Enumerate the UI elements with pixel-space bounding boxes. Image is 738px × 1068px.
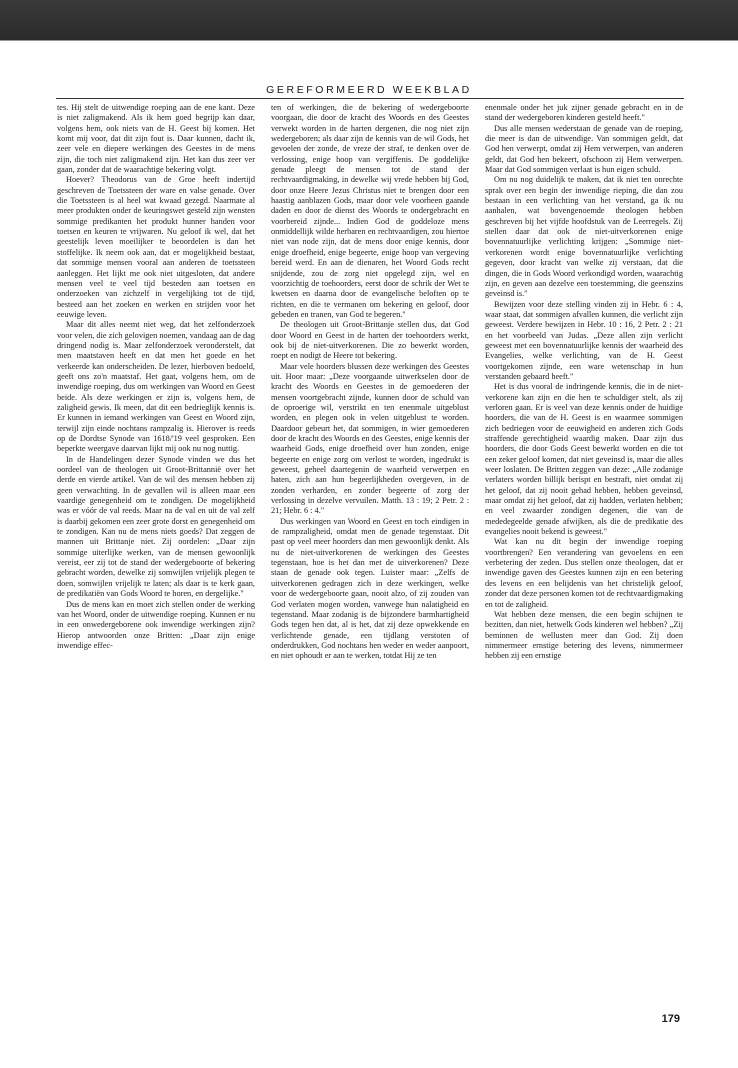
column-left [57,103,255,651]
paragraph: Wat kan nu dit begin der inwendige roeping voortbrengen? Een verandering van gevoelens en een verbetering der zeden. Dus stellen onze theologen, dat er inwendige gaven des Geestes kunnen zijn en een betering des levens en een belijdenis van het christelijk geloof, zonder dat deze personen komen tot de rechtvaardigmaking en tot de zaligheid. [485,537,683,609]
paragraph: enenmale onder het juk zijner genade gebracht en in de stand der wedergeboren kinderen gesteld heeft." [485,103,683,123]
paragraph: Dus werkingen van Woord en Geest en toch eindigen in de rampzaligheid, omdat men de genade tegenstaat. Dit past op veel meer hoorders dan men gewoonlijk denkt. Als nu de niet-uitverkorenen de werkingen des Geestes tegenstaan, hoe is het dan met de uitverkorenen? Deze staan de genade ook tegen. Luister maar: „Zelfs de uitverkorenen gedragen zich in deze werkingen, welke voor de wedergeboorte gaan, nooit alzo, of zij zouden van God verlaten mogen worden, vanwege hun nalatigheid en tegenstand. Maar zodanig is de bijzondere barmhartigheid Gods tegen hen dat, al is het, dat zij deze opwekkende en verlichtende genade, een tijdlang verstoten of onderdrukken, God nochtans hen weder en weder aanpoort, en niet ophoudt er aan te werken, totdat Hij ze ten [271,516,469,661]
paragraph: tes. Hij stelt de uitwendige roeping aan de ene kant. Deze is niet zaligmakend. Als ik hem goed begrijp kan daar, volgens hem, ook niets van de H. Geest bij komen. Het komt mij voor, dat dit zijn fout is. Daar kunnen, dacht ik, zeer vele en diepere werkingen des Geestes in de mens zijn, die toch niet zaligmakend zijn. Het kan dus zeer ver gaan, zonder dat de waarachtige bekering volgt. [57,103,255,175]
column-right [485,103,683,662]
scan-border [0,0,738,60]
paragraph: Wat hebben deze mensen, die een begin schijnen te bezitten, dan niet, hetwelk Gods kinderen wel hebben? „Zij beminnen de wellusten meer dan God. Zij doen nimmermeer ernstige betering des levens, nimmermeer hebben zij een ernstige [485,609,683,661]
paragraph: Bewijzen voor deze stelling vinden zij in Hebr. 6 : 4, waar staat, dat sommigen afvallen kunnen, die verlicht zijn geweest. Verdere bewijzen in Hebr. 10 : 16, 2 Petr. 2 : 21 en het voorbeeld van Judas. „Deze allen zijn verlicht geweest met een bovennatuurlijke kennis der waarheid des Evangelies, welke verlichting, van de H. Geest voortgekomen zijnde, een ware wetenschap in hun verstanden gebaard heeft." [485,299,683,381]
paragraph: Maar vele hoorders blussen deze werkingen des Geestes uit. Hoor maar: „Deze voorgaande uitwerkselen door de kracht des Woords en Geestes in de gemoederen der mensen voortgebracht zijnde, kunnen door de schuld van de oproerige wil, verstrikt en ten enenmale uitgeblust worden, en plegen ook in velen uitgeblust te worden. Daardoor gebeurt het, dat sommigen, in wier gemoederen door de kracht des Woords en des Geestes, enige kennis der waarheid Gods, enige droefheid over hun zonden, enige begeerte en enige zorg om verlost te worden, ingedrukt is geweest, geheel daartegenin de waarheid verwerpen en haten, zich aan hun begeerlijkheden overgeven, in de zonden verharden, en zonder begeerte of zorg der verlossing in dezelve vervuilen. Matth. 13 : 19; 2 Petr. 2 : 21; Hebr. 6 : 4." [271,361,470,516]
column-middle [271,103,469,662]
paragraph: De theologen uit Groot-Brittanje stellen dus, dat God door Woord en Geest in de harten der toehoorders werkt, ook bij de niet-uitverkorenen. Die zo bewerkt worden, roept en nodigt de Heere tot bekering. [271,320,469,361]
paragraph: ten of werkingen, die de bekering of wedergeboorte voorgaan, die door de kracht des Woords en des Geestes verwekt worden in de harten dergenen, die nog niet zijn wedergeboren; als daar zijn de kennis van de wil Gods, het gevoelen der zonde, de vreze der straf, te denken over de verlossing, enige hoop van vergiffenis. De goddelijke genade pleegt de mensen tot de stand der rechtvaardigmaking, in dewelke wij vrede hebben bij God, door onze Heere Jezus Christus niet te brengen door een haastig aanblazen Gods, maar door vele voorheen gaande daden en door de dienst des Woords te ondergebracht en voorbereid zijnde... Indien God de goddeloze mens onmiddellijk wilde herbaren en rechtvaardigen, zou hiertoe niet van node zijn, dat de mens door enige kennis, door enige droefheid, enige begeerte, enige hoop van vergeving bereid werd. En aan de dienaren, het Woord Gods recht snijdende, zou de zorg niet opgelegd zijn, wel en voorzichtig de toehoorders, eerst door de schrik der Wet te kwetsen en daarna door de evangelische beloften op te richten, en die te vermanen om bekering en geloof, door gebeden en tranen, van God te begeren." [271,103,469,319]
paragraph: Het is dus vooral de indringende kennis, die in de niet-verkorene kan zijn en die hen te schuldiger stelt, als zij verloren gaan. Er is veel van deze kennis onder de huidige hoorders, die van de H. Geest is en waarmee sommigen zich bedriegen voor de eeuwigheid en anderen zich Gods straffende gerechtigheid waardig maken. Daar zijn dus hoorders, die door Gods Geest bewerkt worden en die tot een zeker geloof komen, dat niet geveinsd is, maar die alles weer loslaten. De Britten zeggen van deze: „Alle zodanige verlaters worden billijk berispt en bestraft, niet omdat zij het geloof, dat zij nooit gehad hebben, hebben geveinsd, maar omdat zij het geloof, dat zij hadden, verlaten hebben; en veel zwaarder zondigen degenen, die van de mededegeelde genade afwijken, als die de predikatie des evangelies nooit bekend is geweest." [485,382,683,537]
paragraph: In de Handelingen dezer Synode vinden we dus het oordeel van de theologen uit Groot-Brittannië over het derde en vierde artikel. Van de wil des mensen hebben zij geen verwachting. In de gevallen wil is alleen maar een vaardige genegenheid om te zondigen. De mogelijkheid was er vóór de val reeds. Maar na de val en uit de val zelf is daarbij gekomen een zeer grote dorst en genegenheid om te zondigen. Kan nu de mens niets goeds? Dat zeggen de mannen uit Brittanje niet. Zij oordelen: „Daar zijn sommige uiterlijke werken, van de mensen gewoonlijk vereist, eer zij tot de stand der wedergeboorte of bekering gebracht worden, dewelke zij somwijlen vrijelijk plegen te doen, somwijlen vrijelijk te laten; als daar is te kerk gaan, de predikatiën van Gods Woord te horen, en dergelijke." [57,454,255,599]
page-number: 179 [661,1013,680,1025]
paragraph: Om nu nog duidelijk te maken, dat ik niet ten onrechte sprak over een begin der inwendige rieping, die dan zou bestaan in een verlichting van het verstand, ga ik nu aanhalen, wat bovengenoemde theologen hebben geschreven bij het vijfde hoofdstuk van de Leerregels. Zij stellen daar dat ook de niet-uitverkorenen enige bovennatuurlijke verlichting krijgen: „Sommige niet-verkorenen wordt enige bovennatuurlijke verlichting gegeven, door kracht van welke zij verstaan, dat die dingen, die in Gods Woord verkondigd worden, waarachtig zijn, en geven aan dezelve een toestemming, die geenszins geveinsd is." [485,175,683,299]
paragraph: Dus de mens kan en moet zich stellen onder de werking van het Woord, onder de uitwendige roeping. Kunnen er nu in een onwedergeborene ook inwendige werkingen zijn? Hierop antwoorden onze Britten: „Daar zijn enige inwendige effec- [57,599,255,650]
paragraph: Maar dit alles neemt niet weg, dat het zelfonderzoek voor velen, die zich gelovigen noemen, vandaag aan de dag dringend nodig is. Maar zelfonderzoek veronderstelt, dat men maatstaven heeft en dat men het goede en het verkeerde kan onderscheiden. De lezer, hierboven bedoeld, geeft ons zo'n maatstaf. Het gaat, volgens hem, om de inwendige roeping, dus om werkingen van Woord en Geest beide. Als deze werkingen er zijn is, volgens hem, de zaligheid gewis. Ik meen, dat dit een bedrieglijk kennis is. Er kunnen in iemand werkingen van Geest en Woord zijn, terwijl zijn einde nochtans rampzalig is. Hierover is reeds op de Dordtse Synode van 1618/'19 veel gesproken. Een beperkte weergave daarvan lijkt mij ook nu nog nuttig. [57,320,255,454]
header-rule [56,98,684,99]
paragraph: Dus alle mensen wederstaan de genade van de roeping, die meer is dan de uitwendige. Van sommigen geldt, dat God hen verwerpt, omdat zij Hem verwerpen, van anderen geldt, dat God hen bekeert, ofschoon zij Hem verwerpen. Maar dat God sommigen verlaat is hun eigen schuld. [485,123,683,175]
running-header: GEREFORMEERD WEEKBLAD [266,84,472,96]
paragraph: Hoever? Theodorus van de Groe heeft indertijd geschreven de Toetssteen der ware en valse genade. Over die Toetssteen is al heel wat kwaad gezegd. Naarmate al meer produkten onder de keuringswet gesteld zijn wensten sommige predikanten het produkt hunner handen voor toetsen en keuren te vrijwaren. Nu geloof ik wel, dat het geestelijk leven moeilijker te beoordelen is dan het stoffelijke. Ik neem ook aan, dat er mogelijkheid bestaat, dat sommige mensen vooral aan anderen de toetssteen aanleggen. Het lijkt me ook niet uitgesloten, dat andere mensen veel te veel tijd besteden aan toetsen en onderzoeken van zichzelf in vergelijking tot de tijd, besteed aan het zoeken en werken en strijden voor het eeuwige leven. [57,175,255,319]
